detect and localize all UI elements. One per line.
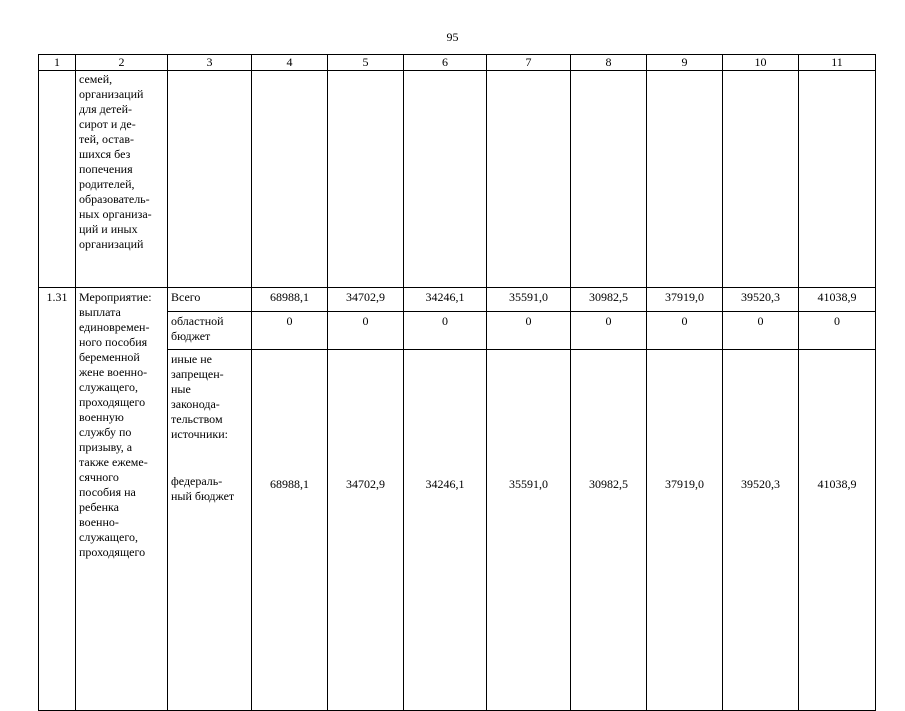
empty-cell bbox=[328, 71, 404, 288]
source-label: федераль- ный бюджет bbox=[171, 474, 235, 503]
value-cell: 37919,0 bbox=[647, 288, 723, 312]
column-header: 2 bbox=[76, 55, 168, 71]
source-label: Всего bbox=[168, 288, 252, 312]
page-number: 95 bbox=[446, 30, 459, 44]
source-cell bbox=[168, 350, 252, 711]
column-header: 6 bbox=[404, 55, 487, 71]
value-cell: 39520,3 bbox=[723, 288, 799, 312]
column-header: 1 bbox=[39, 55, 76, 71]
empty-cell bbox=[571, 71, 647, 288]
column-header: 3 bbox=[168, 55, 252, 71]
empty-cell bbox=[39, 71, 76, 288]
value-cell: 0 bbox=[487, 312, 571, 350]
table-row bbox=[39, 288, 876, 312]
empty-cell bbox=[799, 71, 876, 288]
value-cell: 30982,5 bbox=[571, 288, 647, 312]
column-header: 9 bbox=[647, 55, 723, 71]
value-cell: 39520,3 bbox=[723, 350, 799, 711]
empty-cell bbox=[723, 71, 799, 288]
value-cell: 41038,9 bbox=[799, 350, 876, 711]
value-cell: 0 bbox=[571, 312, 647, 350]
item-description: Мероприятие: выплата единовремен- ного пособия беременной жене военно- служащего, проходящего военную службу по призыву, а также ежеме- сячного пособия на ребенка военно- служащего, проходящего bbox=[76, 288, 168, 711]
value-cell: 68988,1 bbox=[252, 350, 328, 711]
source-label: областной бюджет bbox=[168, 312, 252, 350]
item-number: 1.31 bbox=[39, 288, 76, 711]
value-cell: 68988,1 bbox=[252, 288, 328, 312]
budget-table bbox=[38, 54, 876, 711]
empty-cell bbox=[647, 71, 723, 288]
column-header: 10 bbox=[723, 55, 799, 71]
continuation-row bbox=[39, 71, 876, 288]
value-cell: 0 bbox=[252, 312, 328, 350]
value-cell: 30982,5 bbox=[571, 350, 647, 711]
empty-cell bbox=[252, 71, 328, 288]
value-cell: 37919,0 bbox=[647, 350, 723, 711]
value-cell: 0 bbox=[799, 312, 876, 350]
column-header: 11 bbox=[799, 55, 876, 71]
empty-cell bbox=[404, 71, 487, 288]
value-cell: 34246,1 bbox=[404, 288, 487, 312]
value-cell: 34702,9 bbox=[328, 288, 404, 312]
value-cell: 34702,9 bbox=[328, 350, 404, 711]
value-cell: 0 bbox=[328, 312, 404, 350]
column-header: 5 bbox=[328, 55, 404, 71]
column-header: 4 bbox=[252, 55, 328, 71]
source-heading: иные не запрещен- ные законода- тельством источники: bbox=[171, 352, 228, 441]
header-row bbox=[39, 55, 876, 71]
column-header: 7 bbox=[487, 55, 571, 71]
empty-cell bbox=[487, 71, 571, 288]
value-cell: 0 bbox=[647, 312, 723, 350]
value-cell: 0 bbox=[404, 312, 487, 350]
value-cell: 34246,1 bbox=[404, 350, 487, 711]
value-cell: 41038,9 bbox=[799, 288, 876, 312]
column-header: 8 bbox=[571, 55, 647, 71]
value-cell: 0 bbox=[723, 312, 799, 350]
value-cell: 35591,0 bbox=[487, 350, 571, 711]
continuation-text: семей, организаций для детей- сирот и де- тей, остав- шихся без попечения родителей, образователь- ных организа- ций и иных организаций bbox=[76, 71, 168, 288]
empty-cell bbox=[168, 71, 252, 288]
value-cell: 35591,0 bbox=[487, 288, 571, 312]
